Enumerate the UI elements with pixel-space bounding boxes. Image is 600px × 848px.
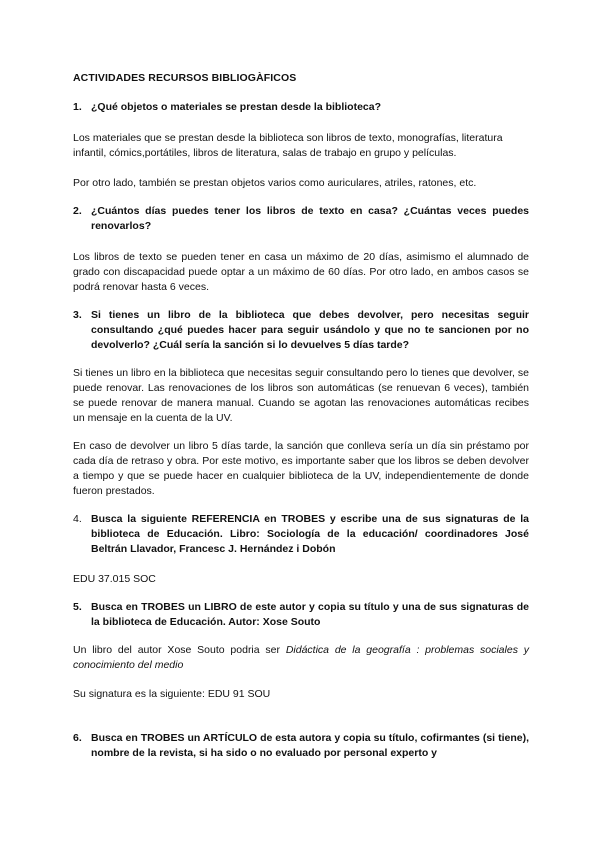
question-6 [73,731,529,761]
question-text: Busca en TROBES un LIBRO de este autor y copia su título y una de sus signaturas de la biblioteca de Educación. Autor: Xose Souto [91,601,529,628]
question-text: Busca la siguiente REFERENCIA en TROBES y escribe una de sus signaturas de la biblioteca de Educación. Libro: Sociología de la educación/ coordinadores José Beltrán Llavador, Francesc J. Hernández i Dobón [91,513,529,555]
question-number: 6. [73,732,82,744]
question-3 [73,308,529,353]
answer-5-book-title: Didáctica de la geografía : problemas sociales y conocimiento del medio [73,644,530,671]
question-text: Busca en TROBES un ARTÍCULO de esta autora y copia su título, cofirmantes (si tiene), nombre de la revista, si ha sido o no evaluado por personal experto y [91,732,529,759]
answer-4-signature: EDU 37.015 SOC [73,573,156,585]
answer-1-paragraph-1: Los materiales que se prestan desde la biblioteca son libros de texto, monografías, literatura infantil, cómics,portátiles, libros de literatura, salas de trabajo en grupo y películas. [73,132,503,159]
answer-5-signature: Su signatura es la siguiente: EDU 91 SOU [73,688,271,700]
question-number: 2. [73,205,82,217]
question-number: 3. [73,309,82,321]
question-text: Si tienes un libro de la biblioteca que debes devolver, pero necesitas seguir consultando ¿qué puedes hacer para seguir usándolo y que no te sancionen por no devolverlo? ¿Cuál sería la sanción si lo devuelves 5 días tarde? [91,309,529,351]
question-4 [73,512,529,557]
question-5 [73,600,529,630]
answer-3-paragraph-2: En caso de devolver un libro 5 días tarde, la sanción que conlleva sería un día sin préstamo por cada día de retraso y obra. Por este motivo, es importante saber que los libros se deben devolver a tiempo y que se puede hacer en cualquier biblioteca de la UV, independientemente de donde fueron prestados. [73,440,529,497]
question-2 [73,204,529,234]
document-title: ACTIVIDADES RECURSOS BIBLIOGÀFICOS [73,72,297,84]
question-1 [73,100,529,115]
answer-2-paragraph-1: Los libros de texto se pueden tener en casa un máximo de 20 días, asimismo el alumnado de grado con discapacidad puede optar a un máximo de 60 días. Por otro lado, en ambos casos se podrá renovar hasta 6 veces. [73,251,529,293]
question-number: 5. [73,601,82,613]
answer-1-paragraph-2: Por otro lado, también se prestan objetos varios como auriculares, atriles, ratones, etc. [73,177,477,189]
answer-5-paragraph-1 [73,643,529,673]
question-number: 1. [73,101,82,113]
answer-5-prefix: Un libro del autor Xose Souto podria ser [73,644,281,656]
question-text: ¿Qué objetos o materiales se prestan desde la biblioteca? [91,101,382,113]
answer-3-paragraph-1: Si tienes un libro en la biblioteca que necesitas seguir consultando pero lo tienes que devolver, se puede renovar. Las renovaciones de los libros son automáticas (se renuevan 6 veces), también se puede renovar de manera manual. Cuando se agotan las renovaciones automáticas recibes un mensaje en la cuenta de la UV. [73,367,529,424]
question-text: ¿Cuántos días puedes tener los libros de texto en casa? ¿Cuántas veces puedes renovarlos? [91,205,529,232]
question-number: 4. [73,513,82,525]
